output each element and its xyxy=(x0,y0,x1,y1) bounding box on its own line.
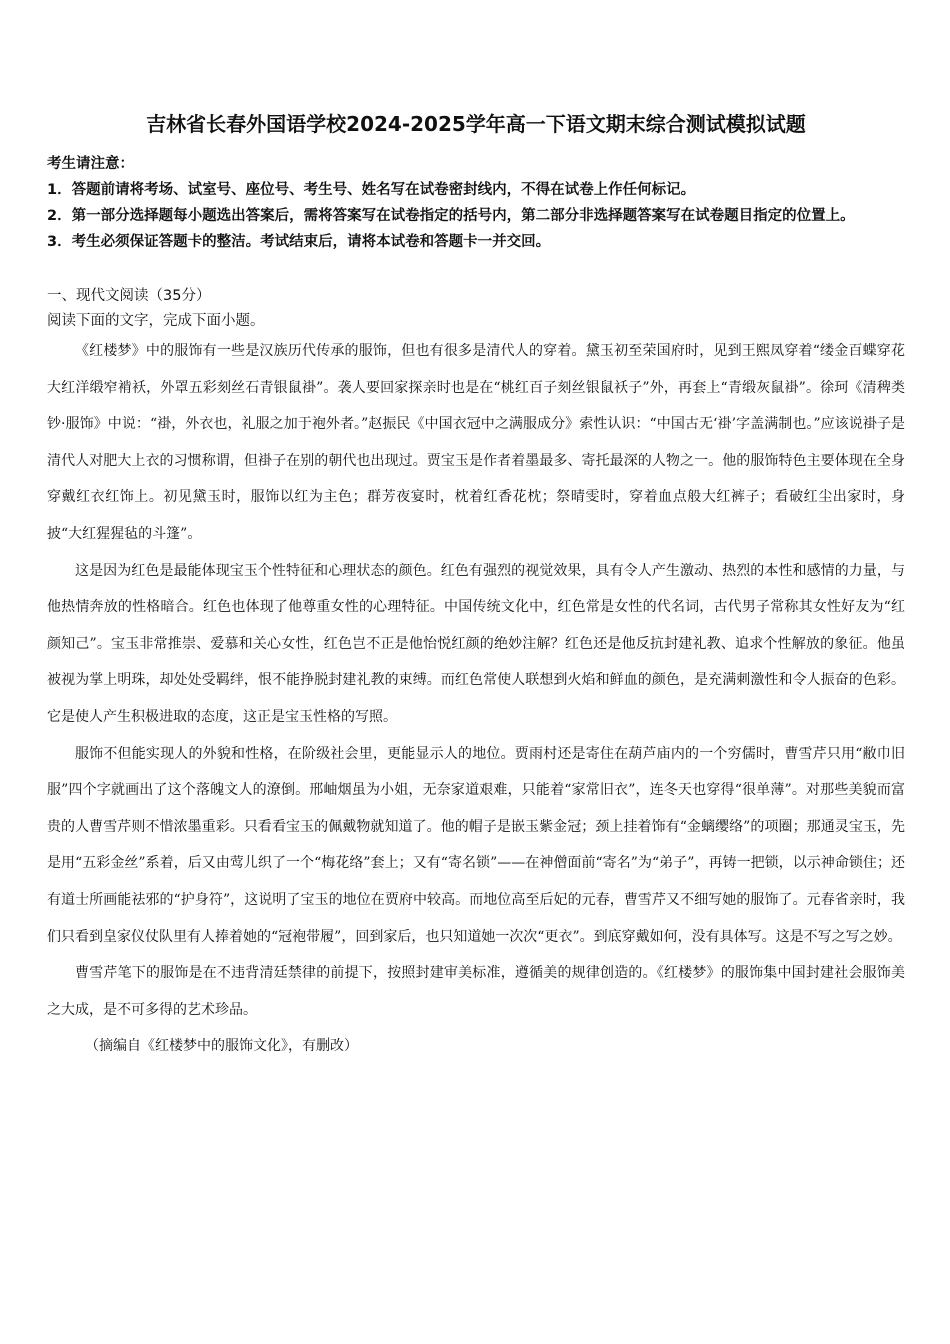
exam-title: 吉林省长春外国语学校2024-2025学年高一下语文期末综合测试模拟试题 xyxy=(146,112,806,136)
passage-paragraph: 这是因为红色是最能体现宝玉个性特征和心理状态的颜色。红色有强烈的视觉效果，具有令人产生激动、热烈的本性和感情的力量，与他热情奔放的性格暗合。红色也体现了他尊重女性的心理特征。中国传统文化中，红色常是女性的代名词，古代男子常称其女性好友为“红颜知己”。宝玉非常推崇、爱慕和关心女性，红色岂不正是他怡悦红颜的绝妙注解？红色还是他反抗封建礼教、追求个性解放的象征。他虽被视为掌上明珠，却处处受羁绊，恨不能挣脱封建礼教的束缚。而红色常使人联想到火焰和鲜血的颜色，是充满刺激性和令人振奋的色彩。它是使人产生积极进取的态度，这正是宝玉性格的写照。 xyxy=(47,562,905,725)
notice-item: 3．考生必须保证答题卡的整洁。考试结束后，请将本试卷和答题卡一并交回。 xyxy=(47,234,551,250)
candidate-notice xyxy=(47,151,905,255)
passage-source: （摘编自《红楼梦中的服饰文化》，有删改） xyxy=(85,1038,358,1055)
section-heading: 一、现代文阅读（35分） xyxy=(47,288,211,304)
reading-passage xyxy=(47,333,905,1028)
passage-paragraph: 《红楼梦》中的服饰有一些是汉族历代传承的服饰，但也有很多是清代人的穿着。黛玉初至荣国府时，见到王熙凤穿着“缕金百蝶穿花大红洋缎窄褃袄，外罩五彩刻丝石青银鼠褂”。袭人要回家探亲时也是在“桃红百子刻丝银鼠袄子”外，再套上“青缎灰鼠褂”。徐珂《清稗类钞·服饰》中说：“褂，外衣也，礼服之加于袍外者。”赵振民《中国衣冠中之满服成分》索性认识：“中国古无‘褂’字盖满制也。”应该说褂子是清代人对肥大上衣的习惯称谓，但褂子在别的朝代也出现过。贾宝玉是作者着墨最多、寄托最深的人物之一。他的服饰特色主要体现在全身穿戴红衣红饰上。初见黛玉时，服饰以红为主色；群芳夜宴时，枕着红香花枕；祭晴雯时，穿着血点般大红裤子；看破红尘出家时，身披“大红猩猩毡的斗篷”。 xyxy=(47,343,905,542)
notice-item: 2．第一部分选择题每小题选出答案后，需将答案写在试卷指定的括号内，第二部分非选择题答案写在试卷题目指定的位置上。 xyxy=(47,208,855,224)
exam-page xyxy=(47,108,905,1064)
notice-item: 1．答题前请将考场、试室号、座位号、考生号、姓名写在试卷密封线内，不得在试卷上作任何标记。 xyxy=(47,182,696,198)
section-instruction: 阅读下面的文字，完成下面小题。 xyxy=(47,313,265,329)
passage-paragraph: 服饰不但能实现人的外貌和性格，在阶级社会里，更能显示人的地位。贾雨村还是寄住在葫芦庙内的一个穷儒时，曹雪芹只用“敝巾旧服”四个字就画出了这个落魄文人的潦倒。邢岫烟虽为小姐，无奈家道艰难，只能着“家常旧衣”，连冬天也穿得“很单薄”。对那些美貌而富贵的人曹雪芹则不惜浓墨重彩。只看看宝玉的佩戴物就知道了。他的帽子是嵌玉紫金冠；颈上挂着饰有“金螭缨络”的项圈；那通灵宝玉，先是用“五彩金丝”系着，后又由莺儿织了一个“梅花络”套上；又有“寄名锁”——在神僧面前“寄名”为“弟子”，再铸一把锁，以示神命锁住；还有道士所画能祛邪的“护身符”，这说明了宝玉的地位在贾府中较高。而地位高至后妃的元春，曹雪芹又不细写她的服饰了。元春省亲时，我们只看到皇家仪仗队里有人捧着她的“冠袍带履”，回到家后，也只知道她一次次“更衣”。到底穿戴如何，没有具体写。这是不写之写之妙。 xyxy=(47,745,905,945)
passage-paragraph: 曹雪芹笔下的服饰是在不违背清廷禁律的前提下，按照封建审美标准，遵循美的规律创造的。《红楼梦》的服饰集中国封建社会服饰美之大成，是不可多得的艺术珍品。 xyxy=(47,965,905,1018)
notice-heading: 考生请注意： xyxy=(47,156,134,172)
